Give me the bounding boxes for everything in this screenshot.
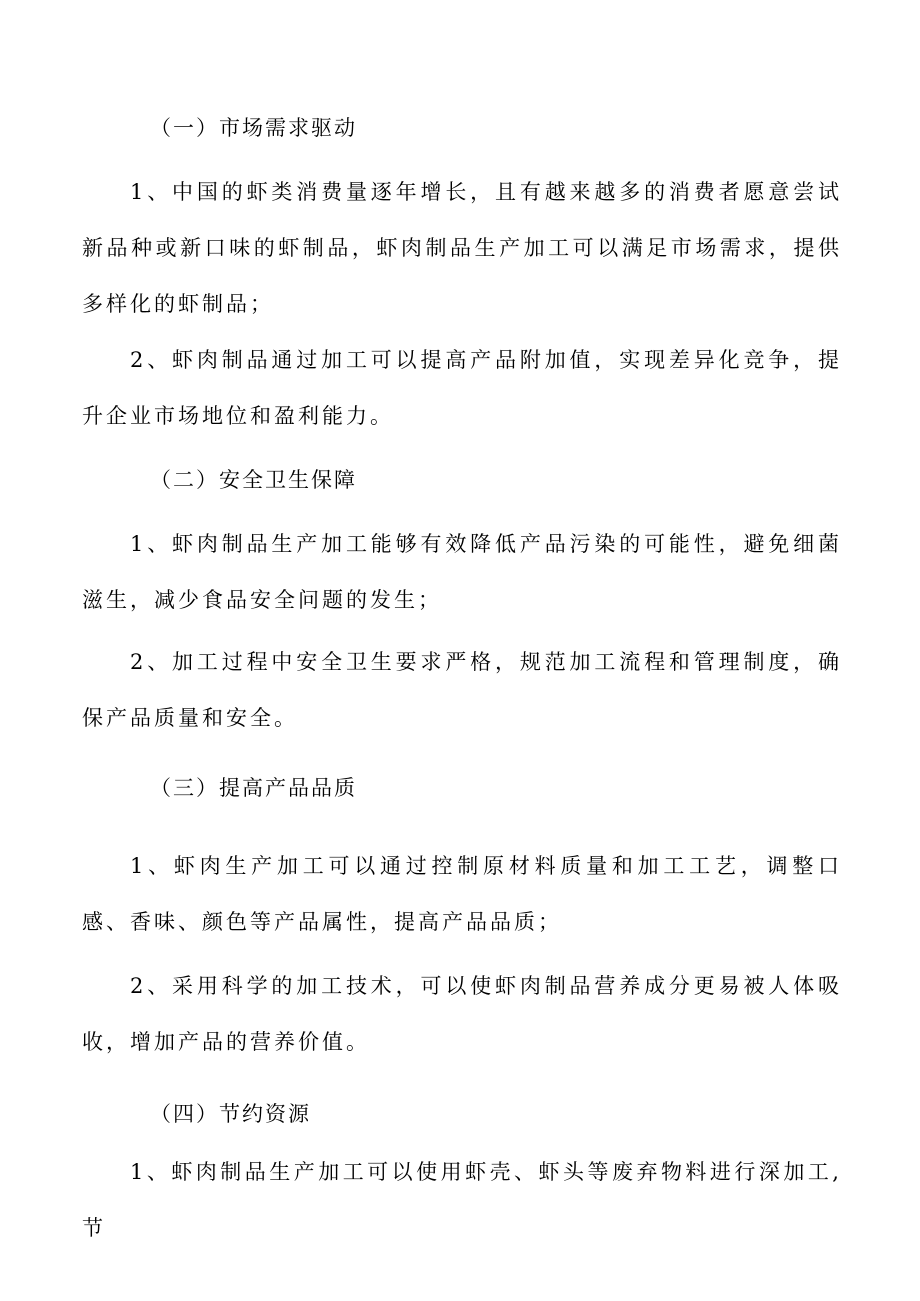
section-3-paragraph-1: 1、虾肉生产加工可以通过控制原材料质量和加工工艺，调整口感、香味、颜色等产品属性，提高产品品质； [82,854,842,934]
section-2-paragraph-2: 2、加工过程中安全卫生要求严格，规范加工流程和管理制度，确保产品质量和安全。 [82,650,842,730]
section-heading-2: （二）安全卫生保障 [150,468,357,492]
section-heading-1: （一）市场需求驱动 [150,116,357,140]
section-3-paragraph-2: 2、采用科学的加工技术，可以使虾肉制品营养成分更易被人体吸收，增加产品的营养价值。 [82,974,842,1054]
section-1-paragraph-2: 2、虾肉制品通过加工可以提高产品附加值，实现差异化竞争，提升企业市场地位和盈利能力。 [82,348,842,428]
section-heading-3: （三）提高产品品质 [150,776,357,800]
section-1-paragraph-1: 1、中国的虾类消费量逐年增长，且有越来越多的消费者愿意尝试新品种或新口味的虾制品，虾肉制品生产加工可以满足市场需求，提供多样化的虾制品； [82,180,842,316]
section-4-paragraph-1: 1、虾肉制品生产加工可以使用虾壳、虾头等废弃物料进行深加工,节 [82,1160,842,1240]
section-heading-4: （四）节约资源 [150,1102,311,1126]
section-2-paragraph-1: 1、虾肉制品生产加工能够有效降低产品污染的可能性，避免细菌滋生，减少食品安全问题的发生； [82,532,842,612]
